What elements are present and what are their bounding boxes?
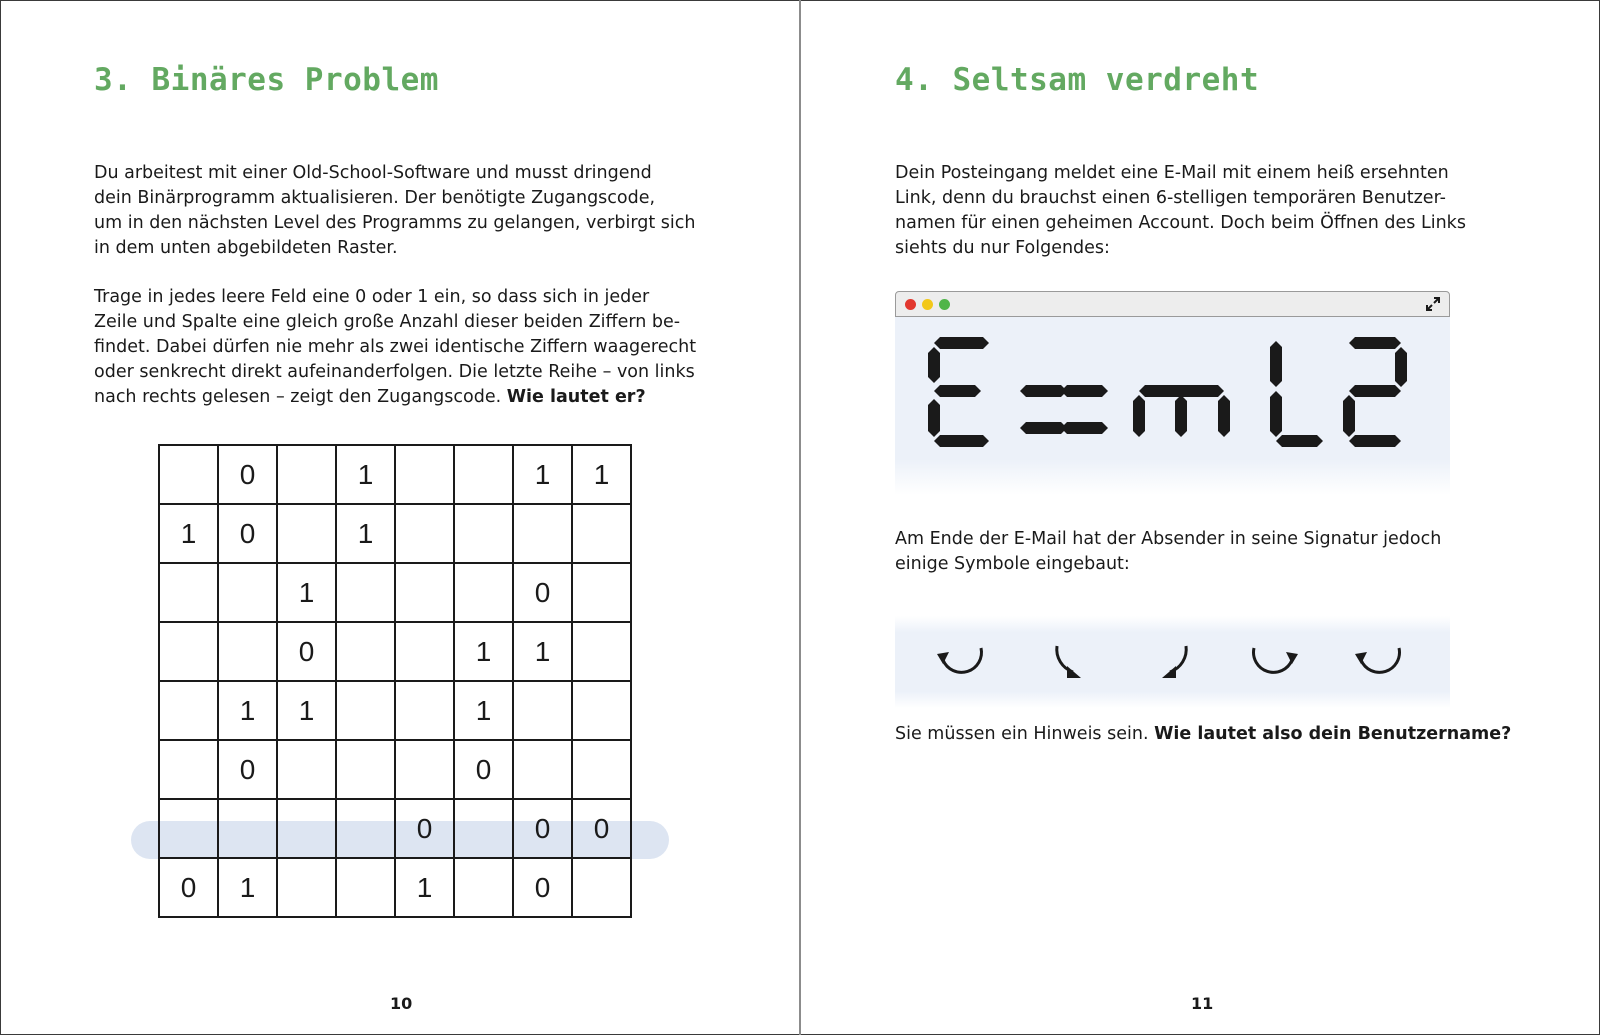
grid-cell[interactable]: 1 — [513, 445, 572, 504]
final-question-paragraph — [895, 722, 1511, 747]
page-number-left: 10 — [390, 994, 413, 1013]
grid-cell[interactable]: 1 — [572, 445, 631, 504]
grid-cell[interactable]: 1 — [218, 681, 277, 740]
text-line: findet. Dabei dürfen nie mehr als zwei identische Ziffern waagerecht — [94, 337, 697, 357]
grid-cell[interactable] — [395, 622, 454, 681]
grid-cell[interactable]: 0 — [218, 504, 277, 563]
grid-cell[interactable] — [572, 681, 631, 740]
grid-cell[interactable] — [454, 563, 513, 622]
grid-cell[interactable] — [454, 799, 513, 858]
grid-cell[interactable] — [159, 799, 218, 858]
binary-grid-area — [131, 444, 669, 930]
grid-cell[interactable] — [336, 622, 395, 681]
grid-cell[interactable] — [159, 681, 218, 740]
grid-cell[interactable] — [336, 563, 395, 622]
grid-row — [159, 563, 631, 622]
text-line: Du arbeitest mit einer Old-School-Software und musst dringend — [94, 163, 652, 183]
close-dot-icon — [905, 299, 916, 310]
segment-glyph-equals-1 — [1020, 385, 1067, 434]
grid-cell[interactable]: 0 — [454, 740, 513, 799]
grid-cell[interactable] — [395, 740, 454, 799]
grid-row — [159, 681, 631, 740]
grid-cell[interactable] — [159, 445, 218, 504]
page-right — [801, 0, 1600, 1035]
rotation-symbols-panel — [895, 616, 1450, 708]
grid-cell[interactable]: 0 — [513, 563, 572, 622]
grid-cell[interactable] — [513, 504, 572, 563]
grid-cell[interactable] — [572, 563, 631, 622]
signature-paragraph — [895, 527, 1441, 577]
segment-display — [895, 317, 1450, 495]
binary-grid — [158, 444, 632, 918]
text-line: in dem unten abgebildeten Raster. — [94, 238, 398, 258]
grid-row — [159, 740, 631, 799]
hint-text: Sie müssen ein Hinweis sein. — [895, 724, 1155, 744]
puzzle-title-4: 4. Seltsam verdreht — [895, 62, 1260, 98]
puzzle-title-3: 3. Binäres Problem — [94, 62, 439, 98]
grid-cell[interactable] — [277, 504, 336, 563]
grid-cell[interactable] — [395, 504, 454, 563]
grid-cell[interactable] — [513, 681, 572, 740]
grid-row — [159, 504, 631, 563]
grid-cell[interactable]: 0 — [513, 799, 572, 858]
text-line: einige Symbole eingebaut: — [895, 554, 1130, 574]
expand-icon — [1425, 296, 1441, 312]
segment-glyph-l — [1270, 341, 1323, 447]
grid-cell[interactable]: 1 — [454, 622, 513, 681]
grid-cell[interactable] — [336, 858, 395, 917]
grid-cell[interactable] — [218, 563, 277, 622]
grid-cell[interactable] — [218, 799, 277, 858]
rotate-counterclockwise-half-icon — [1353, 640, 1403, 684]
text-line: Trage in jedes leere Feld eine 0 oder 1 ein, so dass sich in jeder — [94, 287, 650, 307]
grid-cell[interactable] — [277, 445, 336, 504]
grid-cell[interactable]: 0 — [277, 622, 336, 681]
segment-glyph-e — [928, 337, 989, 447]
grid-cell[interactable]: 1 — [513, 622, 572, 681]
grid-cell[interactable] — [572, 504, 631, 563]
page-number-right: 11 — [1191, 994, 1214, 1013]
grid-cell[interactable] — [159, 740, 218, 799]
segment-glyph-m — [1133, 385, 1230, 437]
grid-cell[interactable] — [277, 799, 336, 858]
grid-cell[interactable] — [336, 681, 395, 740]
intro-paragraph — [895, 161, 1466, 261]
grid-cell[interactable] — [336, 799, 395, 858]
grid-cell[interactable] — [513, 740, 572, 799]
grid-row — [159, 858, 631, 917]
grid-cell[interactable] — [572, 622, 631, 681]
grid-cell[interactable] — [454, 858, 513, 917]
grid-cell[interactable] — [218, 622, 277, 681]
text-line — [895, 722, 1511, 747]
text-line: Link, denn du brauchst einen 6-stelligen temporären Benutzer- — [895, 188, 1446, 208]
text-line: Dein Posteingang meldet eine E-Mail mit einem heiß ersehnten — [895, 163, 1449, 183]
question-text: Wie lautet er? — [506, 387, 646, 407]
question-text: Wie lautet also dein Benutzername? — [1154, 724, 1512, 744]
grid-cell[interactable]: 0 — [218, 740, 277, 799]
rotate-counterclockwise-quarter-icon — [1150, 640, 1200, 684]
segment-glyph-2 — [1343, 337, 1407, 447]
text-line: um in den nächsten Level des Programms zu gelangen, verbirgt sich — [94, 213, 696, 233]
grid-cell[interactable] — [572, 858, 631, 917]
grid-cell[interactable]: 0 — [159, 858, 218, 917]
maximize-dot-icon — [939, 299, 950, 310]
rotate-counterclockwise-half-icon — [935, 640, 985, 684]
grid-cell[interactable]: 1 — [277, 681, 336, 740]
grid-cell[interactable] — [395, 563, 454, 622]
grid-cell[interactable] — [159, 622, 218, 681]
text-line — [94, 385, 696, 410]
grid-cell[interactable] — [572, 740, 631, 799]
minimize-dot-icon — [922, 299, 933, 310]
grid-cell[interactable]: 1 — [336, 504, 395, 563]
grid-cell[interactable] — [277, 740, 336, 799]
grid-row — [159, 622, 631, 681]
grid-cell[interactable] — [395, 445, 454, 504]
grid-cell[interactable] — [277, 858, 336, 917]
grid-cell[interactable]: 0 — [572, 799, 631, 858]
grid-row — [159, 445, 631, 504]
text-line: Am Ende der E-Mail hat der Absender in seine Signatur jedoch — [895, 529, 1442, 549]
grid-cell[interactable]: 1 — [218, 858, 277, 917]
instruction-end: nach rechts gelesen – zeigt den Zugangscode. — [94, 387, 507, 407]
page-left — [0, 0, 799, 1035]
grid-cell[interactable]: 1 — [454, 681, 513, 740]
grid-cell[interactable]: 0 — [513, 858, 572, 917]
grid-cell[interactable]: 1 — [159, 504, 218, 563]
rotate-clockwise-half-icon — [1250, 640, 1300, 684]
rotate-clockwise-quarter-icon — [1043, 640, 1093, 684]
grid-cell[interactable] — [395, 681, 454, 740]
text-line: dein Binärprogramm aktualisieren. Der benötigte Zugangscode, — [94, 188, 656, 208]
instructions-paragraph — [94, 285, 696, 410]
intro-paragraph — [94, 161, 695, 261]
grid-row — [159, 799, 631, 858]
text-line: oder senkrecht direkt aufeinanderfolgen. Die letzte Reihe – von links — [94, 362, 695, 382]
grid-cell[interactable] — [454, 445, 513, 504]
grid-cell[interactable]: 1 — [336, 445, 395, 504]
browser-window — [895, 291, 1450, 495]
grid-cell[interactable] — [159, 563, 218, 622]
grid-cell[interactable]: 0 — [395, 799, 454, 858]
grid-cell[interactable]: 1 — [395, 858, 454, 917]
text-line: Zeile und Spalte eine gleich große Anzahl dieser beiden Ziffern be- — [94, 312, 681, 332]
browser-title-bar — [895, 291, 1450, 317]
segment-glyph-equals-2 — [1061, 385, 1108, 434]
grid-cell[interactable] — [454, 504, 513, 563]
text-line: namen für einen geheimen Account. Doch beim Öffnen des Links — [895, 213, 1466, 233]
text-line: siehts du nur Folgendes: — [895, 238, 1110, 258]
grid-cell[interactable] — [336, 740, 395, 799]
grid-cell[interactable]: 1 — [277, 563, 336, 622]
grid-cell[interactable]: 0 — [218, 445, 277, 504]
